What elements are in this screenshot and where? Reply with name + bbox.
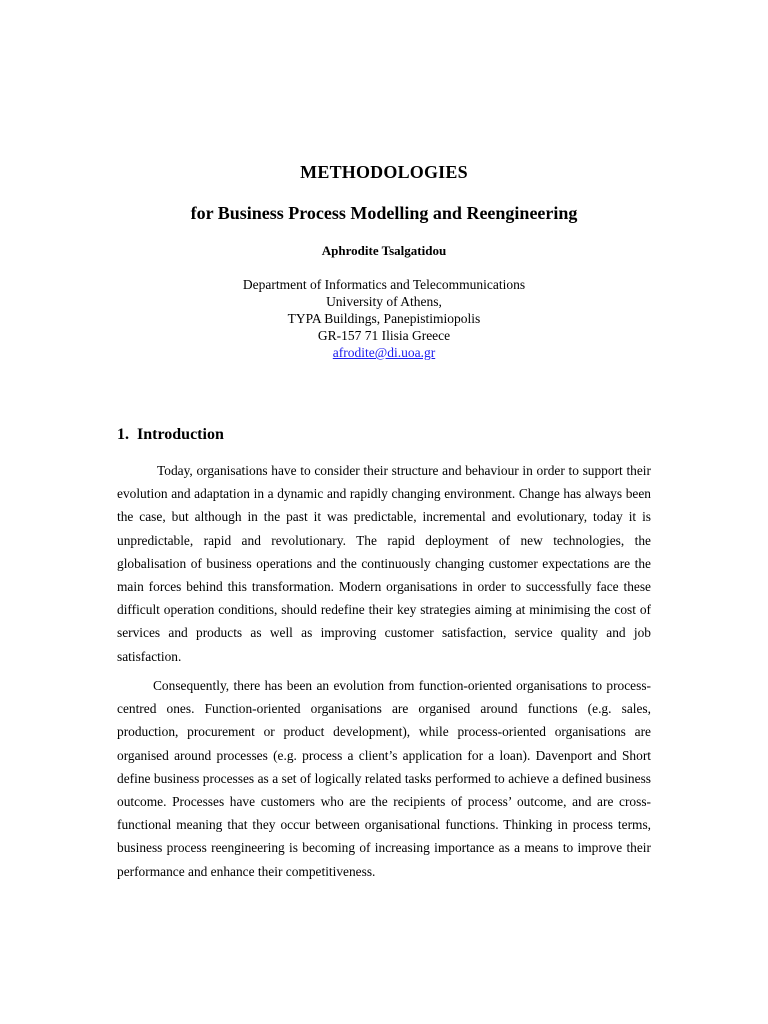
paper-subtitle: for Business Process Modelling and Reengineering: [190, 203, 578, 223]
affiliation-block: [0, 276, 768, 361]
building-line: TYPA Buildings, Panepistimiopolis: [287, 311, 481, 326]
author-name: Aphrodite Tsalgatidou: [321, 243, 447, 258]
university-line: University of Athens,: [326, 294, 442, 309]
department-line: Department of Informatics and Telecommunications: [242, 277, 526, 292]
section-heading: [117, 426, 224, 444]
paragraph-2: Consequently, there has been an evolution from function-oriented organisations to process-centred ones. Function-oriented organisations are organised around functions (e.g. sales, production, procurement or product development), while process-oriented organisations are organised around processes (e.g. process a client’s application for a loan). Davenport and Short define business processes as a set of logically related tasks performed to achieve a defined business outcome. Processes have customers who are the recipients of process’ outcome, and are cross-functional meaning that they occur between organisational functions. Thinking in process terms, business process reengineering is becoming of increasing importance as a means to improve their performance and enhance their competitiveness.: [117, 678, 651, 879]
section-title: Introduction: [137, 426, 224, 443]
postal-line: GR-157 71 Ilisia Greece: [317, 328, 451, 343]
paragraph-1: Today, organisations have to consider their structure and behaviour in order to support their evolution and adaptation in a dynamic and rapidly changing environment. Change has always been the case, but although in the past it was predictable, incremental and evolutionary, today it is unpredictable, rapid and revolutionary. The rapid deployment of new technologies, the globalisation of business operations and the continuously changing customer expectations are the main forces behind this transformation. Modern organisations in order to successfully face these difficult operation conditions, should redefine their key strategies aiming at minimising the cost of services and products as well as improving customer satisfaction, service quality and job satisfaction.: [117, 463, 651, 664]
paper-title: METHODOLOGIES: [300, 162, 468, 182]
email-link[interactable]: afrodite@di.uoa.gr: [332, 345, 436, 360]
section-number: 1.: [117, 426, 129, 443]
